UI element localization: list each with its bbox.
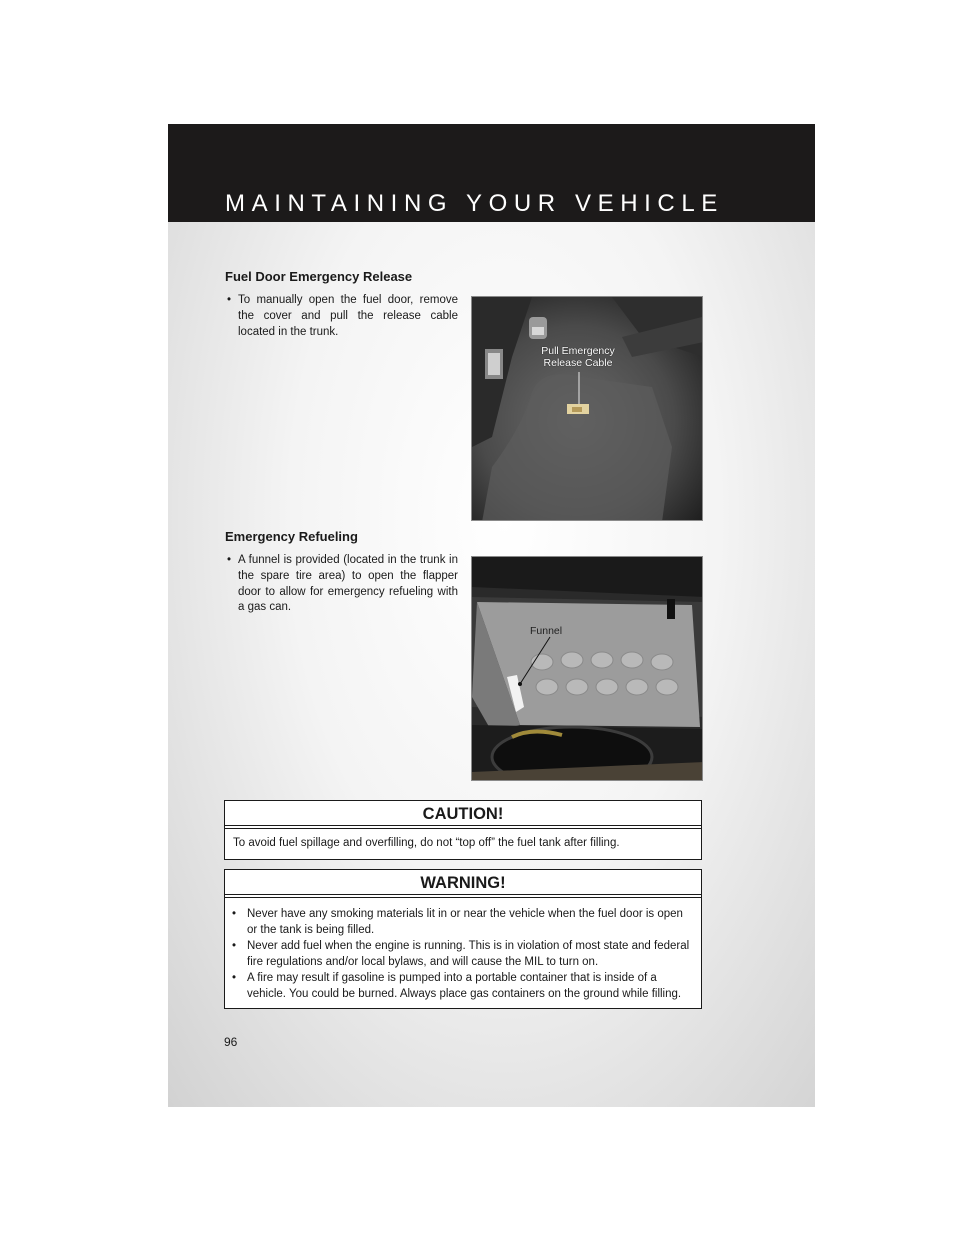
photo-label-line-1: Pull Emergency bbox=[541, 345, 615, 357]
warning-item-text: Never add fuel when the engine is running. This is in violation of most state and federal fire regulations and/or local bylaws, and will cause the MIL to turn on. bbox=[247, 940, 690, 968]
photo-trunk-release-cable bbox=[471, 296, 703, 521]
photo-label-release-cable bbox=[528, 345, 628, 369]
bullet-marker: • bbox=[232, 972, 237, 984]
funnel-photo-illustration bbox=[472, 557, 703, 781]
warning-item bbox=[225, 970, 701, 1002]
bullet-marker: • bbox=[227, 294, 232, 306]
bullet-marker: • bbox=[232, 908, 237, 920]
caution-text: To avoid fuel spillage and overfilling, do not “top off” the fuel tank after filling. bbox=[233, 837, 620, 849]
bullet-marker: • bbox=[227, 554, 232, 566]
photo-label-funnel: Funnel bbox=[530, 625, 563, 637]
bullet-fuel-door-release bbox=[225, 293, 458, 340]
photo-trunk-funnel bbox=[471, 556, 703, 781]
warning-item bbox=[225, 938, 701, 970]
caution-box bbox=[224, 800, 702, 860]
warning-box bbox=[224, 869, 702, 1009]
photo-label-line-2: Release Cable bbox=[543, 357, 613, 369]
section-heading-fuel-door-release: Fuel Door Emergency Release bbox=[225, 269, 413, 284]
warning-item bbox=[225, 906, 701, 938]
section-heading-emergency-refueling: Emergency Refueling bbox=[225, 529, 358, 544]
page-number: 96 bbox=[224, 1035, 238, 1049]
bullet-marker: • bbox=[232, 940, 237, 952]
page-header bbox=[168, 124, 815, 222]
bullet-emergency-refueling bbox=[225, 553, 458, 616]
manual-page bbox=[168, 124, 815, 1107]
trunk-photo-illustration bbox=[472, 297, 703, 521]
caution-title: CAUTION! bbox=[225, 801, 701, 826]
bullet-text: To manually open the fuel door, remove the cover and pull the release cable located in the trunk. bbox=[238, 294, 458, 338]
bullet-text: A funnel is provided (located in the trunk in the spare tire area) to open the flapper door to allow for emergency refueling with a gas can. bbox=[238, 554, 458, 614]
header-title: MAINTAINING YOUR VEHICLE bbox=[225, 190, 724, 217]
warning-list bbox=[225, 895, 701, 1002]
warning-item-text: Never have any smoking materials lit in or near the vehicle when the fuel door is open or the tank is being filled. bbox=[247, 908, 683, 936]
warning-item-text: A fire may result if gasoline is pumped into a portable container that is inside of a vehicle. You could be burned. Always place gas containers on the ground while filling. bbox=[247, 972, 682, 1000]
warning-title: WARNING! bbox=[225, 870, 701, 895]
